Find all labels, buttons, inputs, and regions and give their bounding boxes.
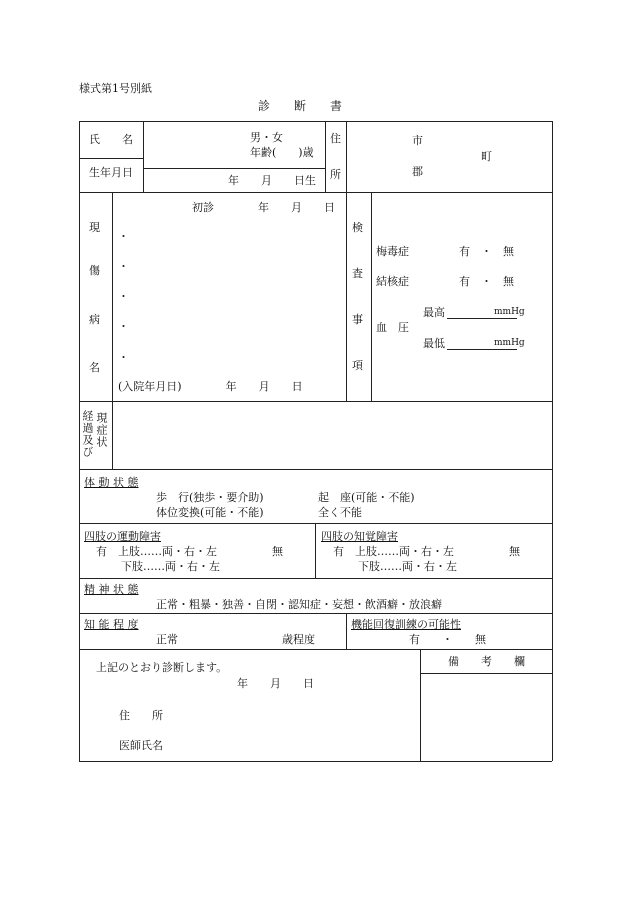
tests-label-4: 項 (352, 359, 363, 372)
sensory-upper: 有 上肢……両・右・左 (333, 545, 454, 558)
first-visit-date: 初診 年 月 日 (192, 201, 335, 214)
bp-low-label: 最低 (423, 337, 445, 350)
name-label: 氏 名 (89, 133, 133, 146)
sensory-lower: 下肢……両・右・左 (358, 560, 457, 573)
address-label-1: 住 (330, 132, 341, 145)
diagnosis-bullet: ・ (118, 351, 129, 364)
sensory-title: 四肢の知覚障害 (321, 530, 398, 543)
bp-high-label: 最高 (423, 306, 445, 319)
progress-label-left: 経過及び (81, 410, 94, 458)
mobility-walk: 歩 行(独歩・要介助) (156, 491, 264, 504)
form-label: 様式第1号別紙 (79, 82, 152, 95)
statement-date: 年 月 日 (237, 677, 314, 690)
diagnosis-bullet: ・ (118, 290, 129, 303)
rehab-options: 有 ・ 無 (409, 633, 486, 646)
motor-lower: 下肢……両・右・左 (121, 560, 220, 573)
motor-none: 無 (272, 545, 283, 558)
address-city: 市 (412, 134, 423, 147)
doctor-name-label: 医師氏名 (119, 739, 163, 752)
bp-low-unit: mmHg (494, 338, 525, 348)
motor-title: 四肢の運動障害 (84, 530, 161, 543)
doctor-address-label: 住 所 (119, 709, 163, 722)
diagnosis-label-2: 傷 (89, 264, 100, 277)
address-county: 郡 (412, 165, 423, 178)
bp-label: 血 圧 (376, 321, 409, 334)
dob-label: 生年月日 (89, 166, 133, 179)
sex-options: 男・女 (250, 131, 283, 144)
tests-label-2: 査 (352, 267, 363, 280)
mobility-none: 全く不能 (318, 506, 362, 519)
syphilis-options: 有 ・ 無 (459, 245, 514, 258)
bp-high-unit: mmHg (494, 307, 525, 317)
mental-options: 正常・粗暴・独善・自閉・認知症・妄想・飲酒癖・放浪癖 (156, 598, 442, 611)
progress-label-right: 現症状 (95, 412, 108, 448)
mobility-position: 体位変換(可能・不能) (156, 506, 264, 519)
intellect-degree: 歳程度 (282, 633, 315, 646)
diagnosis-bullet: ・ (118, 230, 129, 243)
rehab-title: 機能回復訓練の可能性 (351, 618, 461, 631)
admission-date: (入院年月日) 年 月 日 (118, 380, 303, 393)
page-title: 診 断 書 (258, 99, 343, 113)
syphilis-label: 梅毒症 (376, 245, 409, 258)
diagnosis-bullet: ・ (118, 320, 129, 333)
diagnosis-label-3: 病 (89, 313, 100, 326)
intellect-title: 知 能 程 度 (84, 618, 139, 631)
address-label-2: 所 (330, 168, 341, 181)
intellect-normal: 正常 (156, 633, 178, 646)
remarks-title: 備 考 欄 (448, 655, 525, 668)
mobility-sit: 起 座(可能・不能) (318, 491, 415, 504)
age-field: 年齢( )歳 (250, 146, 314, 159)
diagnosis-label-4: 名 (89, 361, 100, 374)
tb-options: 有 ・ 無 (459, 275, 514, 288)
tb-label: 結核症 (376, 275, 409, 288)
mobility-title: 体 動 状 態 (84, 476, 139, 489)
diagnosis-bullet: ・ (118, 260, 129, 273)
mental-title: 精 神 状 態 (84, 583, 139, 596)
tests-label-3: 事 (352, 313, 363, 326)
sensory-none: 無 (509, 545, 520, 558)
diagnosis-statement: 上記のとおり診断します。 (96, 661, 228, 674)
address-town: 町 (481, 150, 492, 163)
motor-upper: 有 上肢……両・右・左 (96, 545, 217, 558)
diagnosis-label-1: 現 (89, 221, 100, 234)
dob-value: 年 月 日生 (228, 174, 316, 187)
tests-label-1: 検 (352, 221, 363, 234)
